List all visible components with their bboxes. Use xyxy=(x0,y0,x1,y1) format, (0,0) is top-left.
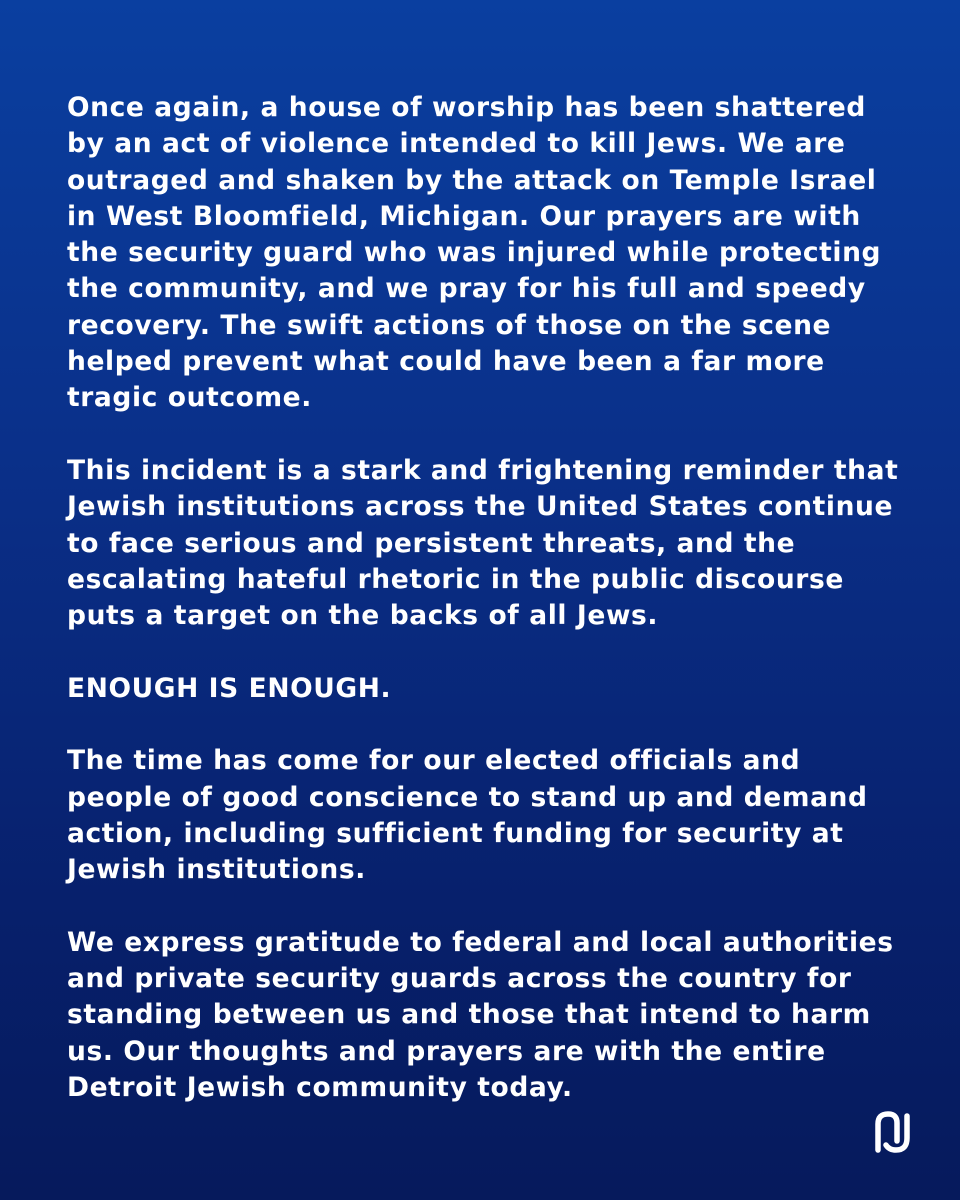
statement-paragraph-1: Once again, a house of worship has been shattered by an act of violence intended to kill Jews. We are outraged and shaken by the attack on Temple Israel in West Bloomfield, Michigan. Our prayers are with the security guard who was injured while protecting the community, and we pray for his full and speedy recovery. The swift actions of those on the scene helped prevent what could have been a far more tragic outcome. xyxy=(67,92,882,414)
statement-paragraph-2: This incident is a stark and frightening reminder that Jewish institutions across the United States continue to face serious and persistent threats, and the escalating hateful rhetoric in the public discourse puts a target on the backs of all Jews. xyxy=(67,454,899,632)
statement-paragraph-3: ENOUGH IS ENOUGH. xyxy=(67,672,392,704)
statement-text xyxy=(67,90,907,1106)
statement-paragraph-4: The time has come for our elected officials and people of good conscience to stand up and demand action, including sufficient funding for security at Jewish institutions. xyxy=(67,745,868,886)
statement-paragraph-5: We express gratitude to federal and local authorities and private security guards across the country for standing between us and those that intend to harm us. Our thoughts and prayers are with the entire Detroit Jewish community today. xyxy=(67,926,894,1104)
organization-logo-icon xyxy=(875,1110,915,1154)
